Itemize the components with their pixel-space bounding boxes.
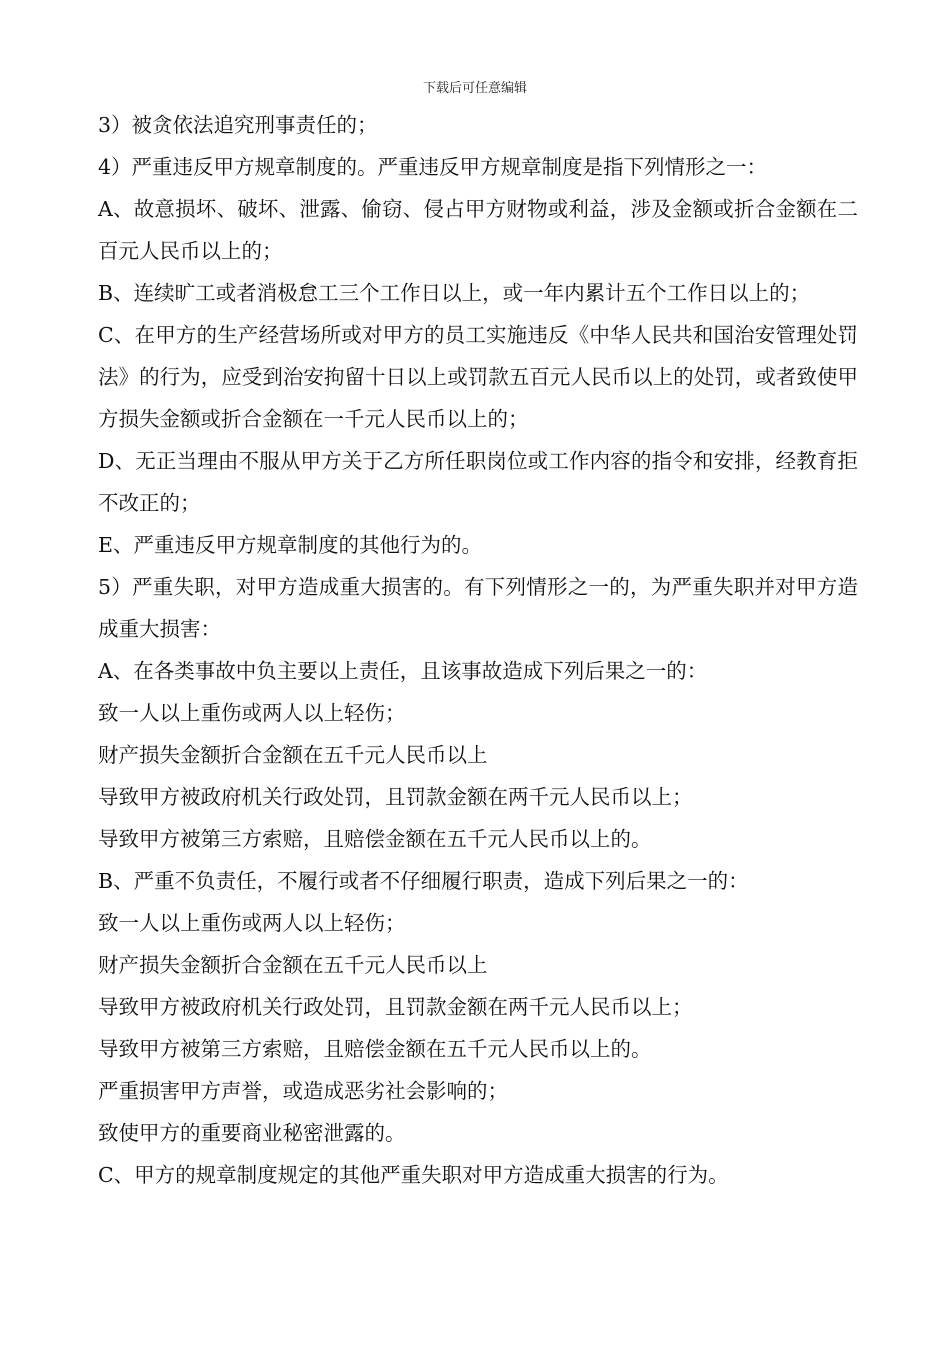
paragraph: 致使甲方的重要商业秘密泄露的。 xyxy=(98,1121,406,1145)
paragraph: B、连续旷工或者消极怠工三个工作日以上，或一年内累计五个工作日以上的； xyxy=(98,281,811,305)
document-body xyxy=(98,104,858,1196)
paragraph: 4）严重违反甲方规章制度的。严重违反甲方规章制度是指下列情形之一： xyxy=(98,155,768,179)
paragraph: C、在甲方的生产经营场所或对甲方的员工实施违反《中华人民共和国治安管理处罚法》的行为，应受到治安拘留十日以上或罚款五百元人民币以上的处罚，或者致使甲方损失金额或折合金额在一千元人民币以上的； xyxy=(98,323,858,431)
paragraph: E、严重违反甲方规章制度的其他行为的。 xyxy=(98,533,482,557)
paragraph: 导致甲方被第三方索赔，且赔偿金额在五千元人民币以上的。 xyxy=(98,827,652,851)
paragraph: A、在各类事故中负主要以上责任，且该事故造成下列后果之一的： xyxy=(98,659,708,683)
paragraph: 导致甲方被政府机关行政处罚，且罚款金额在两千元人民币以上； xyxy=(98,995,693,1019)
paragraph: 严重损害甲方声誉，或造成恶劣社会影响的； xyxy=(98,1079,508,1103)
paragraph: D、无正当理由不服从甲方关于乙方所任职岗位或工作内容的指令和安排，经教育拒不改正的； xyxy=(98,449,858,515)
paragraph: B、严重不负责任，不履行或者不仔细履行职责，造成下列后果之一的： xyxy=(98,869,749,893)
paragraph: 3）被贪依法追究刑事责任的； xyxy=(98,113,378,137)
paragraph: 5）严重失职，对甲方造成重大损害的。有下列情形之一的，为严重失职并对甲方造成重大损害： xyxy=(98,575,858,641)
paragraph: A、故意损坏、破坏、泄露、偷窃、侵占甲方财物或利益，涉及金额或折合金额在二百元人民币以上的； xyxy=(98,197,858,263)
paragraph: 导致甲方被政府机关行政处罚，且罚款金额在两千元人民币以上； xyxy=(98,785,693,809)
paragraph: 致一人以上重伤或两人以上轻伤； xyxy=(98,911,406,935)
paragraph: 导致甲方被第三方索赔，且赔偿金额在五千元人民币以上的。 xyxy=(98,1037,652,1061)
paragraph: 致一人以上重伤或两人以上轻伤； xyxy=(98,701,406,725)
page-header: 下载后可任意编辑 xyxy=(422,81,527,96)
paragraph: 财产损失金额折合金额在五千元人民币以上 xyxy=(98,953,488,977)
paragraph: 财产损失金额折合金额在五千元人民币以上 xyxy=(98,743,488,767)
paragraph: C、甲方的规章制度规定的其他严重失职对甲方造成重大损害的行为。 xyxy=(98,1163,729,1187)
